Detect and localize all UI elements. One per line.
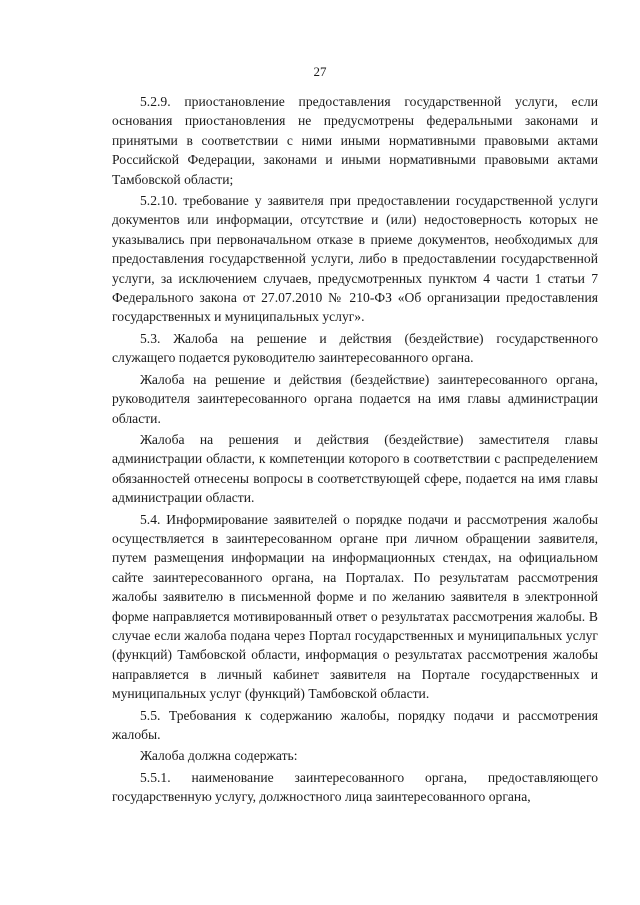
paragraph-5-2-10: 5.2.10. требование у заявителя при предоставлении государственной услуги документов или информации, отсутствие и (или) недостоверность которых не указывались при первоначальном отказе в приеме документов, необходимых для предоставления государственной услуги, либо в предоставлении государственной услуги, за исключением случаев, предусмотренных пунктом 4 части 1 статьи 7 Федерального закона от 27.07.2010 № 210-ФЗ «Об организации предоставления государственных и муниципальных услуг». bbox=[112, 193, 598, 325]
document-body bbox=[112, 92, 598, 807]
paragraph-complaint-deputy: Жалоба на решения и действия (бездействие) заместителя главы администрации области, к компетенции которого в соответствии с распределением обязанностей отнесены вопросы в соответствующей сфере, подается на имя главы администрации области. bbox=[112, 431, 598, 506]
paragraph-5-2-9: 5.2.9. приостановление предоставления государственной услуги, если основания приостановления не предусмотрены федеральными законами и принятыми в соответствии с ними иными нормативными правовыми актами Российской Федерации, законами и иными нормативными правовыми актами Тамбовской области; bbox=[112, 94, 598, 187]
page-number: 27 bbox=[313, 64, 327, 79]
paragraph-5-5: 5.5. Требования к содержанию жалобы, порядку подачи и рассмотрения жалобы. bbox=[112, 707, 598, 742]
paragraph-5-4: 5.4. Информирование заявителей о порядке подачи и рассмотрения жалобы осуществляется в заинтересованном органе при личном обращении заявителя, путем размещения информации на информационных стендах, на официальном сайте заинтересованного органа, на Порталах. По результатам рассмотрения жалобы заявителю в письменной форме и по желанию заявителя в электронной форме направляется мотивированный ответ о результатах рассмотрения жалобы. В случае если жалоба подана через Портал государственных и муниципальных услуг (функций) Тамбовской области, информация о результатах рассмотрения жалобы направляется в личный кабинет заявителя на Портале государственных и муниципальных услуг (функций) Тамбовской области. bbox=[112, 511, 598, 702]
paragraph-5-5-1: 5.5.1. наименование заинтересованного органа, предоставляющего государственную услугу, должностного лица заинтересованного органа, bbox=[112, 769, 598, 805]
paragraph-complaint-body: Жалоба на решение и действия (бездействие) заинтересованного органа, руководителя заинтересованного органа подается на имя главы администрации области. bbox=[112, 371, 598, 426]
paragraph-complaint-contents: Жалоба должна содержать: bbox=[140, 748, 298, 764]
paragraph-5-3: 5.3. Жалоба на решение и действия (бездействие) государственного служащего подается руководителю заинтересованного органа. bbox=[112, 330, 598, 366]
